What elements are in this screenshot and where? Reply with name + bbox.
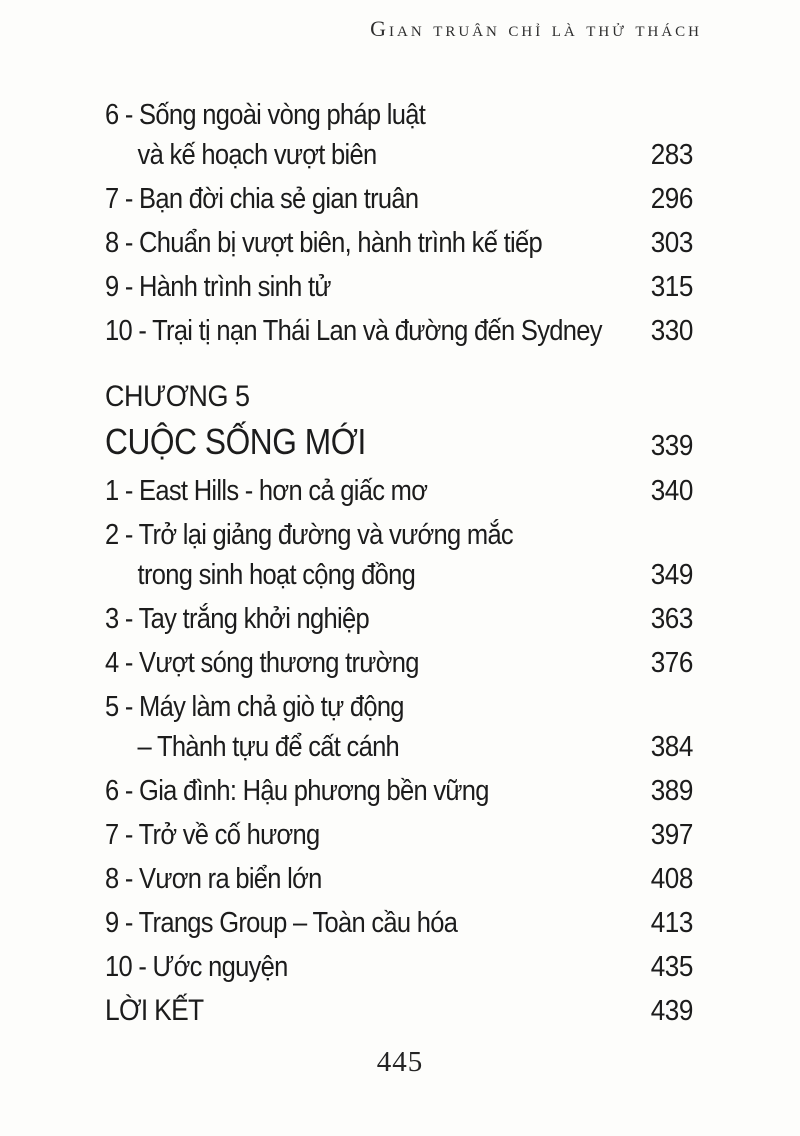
chapter-title: CUỘC SỐNG MỚI: [105, 421, 366, 462]
entry-title: [105, 864, 569, 894]
entry-line: 9 - Trangs Group – Toàn cầu hóa: [105, 907, 458, 939]
entry-page-number: 435: [650, 951, 693, 983]
toc-entry: [105, 520, 693, 590]
entry-title: [105, 820, 569, 850]
toc-entry: [105, 316, 693, 346]
entry-line: 10 - Ước nguyện: [105, 951, 288, 983]
chapter-page-number: 339: [650, 430, 693, 462]
entry-title: [105, 184, 569, 214]
entry-title: [105, 315, 602, 347]
entry-line: 2 - Trở lại giảng đường và vướng mắc: [105, 519, 513, 551]
chapter-heading: [105, 381, 693, 413]
toc-entry-closing: [105, 996, 693, 1026]
entry-page-number: 296: [650, 183, 693, 215]
entry-page-number: 330: [650, 315, 693, 347]
entry-line: 7 - Bạn đời chia sẻ gian truân: [105, 183, 419, 215]
toc-entry: [105, 648, 693, 678]
entry-line: – Thành tựu để cất cánh: [137, 731, 400, 763]
toc-entry: [105, 776, 693, 806]
toc-entry: [105, 100, 693, 170]
entry-line: 3 - Tay trắng khởi nghiệp: [105, 603, 369, 635]
entry-title: [105, 648, 569, 678]
entry-line: trong sinh hoạt cộng đồng: [137, 559, 416, 591]
entry-page-number: 363: [650, 603, 693, 635]
entry-title: [105, 604, 569, 634]
toc-entry: [105, 476, 693, 506]
entry-title: [105, 228, 569, 258]
entry-title: [105, 692, 569, 762]
entry-line: 9 - Hành trình sinh tử: [105, 271, 331, 303]
entry-title: [105, 776, 569, 806]
closing-label: LỜI KẾT: [105, 994, 204, 1027]
entry-title: [105, 476, 569, 506]
toc-entry: [105, 820, 693, 850]
entry-line: 10 - Trại tị nạn Thái Lan và đường đến Sydney: [105, 315, 602, 347]
entry-page-number: 413: [650, 907, 693, 939]
entry-page-number: 408: [650, 863, 693, 895]
entry-title: [105, 100, 569, 170]
toc-entry: [105, 184, 693, 214]
entry-page-number: 389: [650, 775, 693, 807]
entry-line: 8 - Vươn ra biển lớn: [105, 863, 322, 895]
entry-page-number: 303: [650, 227, 693, 259]
entry-page-number: 384: [650, 731, 693, 763]
running-header-title: Gian truân chỉ là thử thách: [370, 16, 702, 41]
entry-line: 7 - Trở về cố hương: [105, 819, 320, 851]
entry-title: [105, 272, 569, 302]
entry-page-number: 340: [650, 475, 693, 507]
toc-entry: [105, 864, 693, 894]
table-of-contents: [105, 100, 693, 1040]
entry-page-number: 397: [650, 819, 693, 851]
entry-page-number: 315: [650, 271, 693, 303]
entry-page-number: 349: [650, 559, 693, 591]
footer-page-number: 445: [376, 1046, 424, 1078]
entry-line: 5 - Máy làm chả giò tự động: [105, 691, 404, 723]
toc-entry: [105, 228, 693, 258]
entry-line: 6 - Sống ngoài vòng pháp luật: [105, 99, 426, 131]
entry-page-number: 439: [650, 995, 693, 1027]
entry-line: 1 - East Hills - hơn cả giấc mơ: [105, 475, 428, 507]
toc-entry: [105, 908, 693, 938]
toc-entry: [105, 692, 693, 762]
chapter-title-row: [105, 423, 693, 461]
entry-line: 4 - Vượt sóng thương trường: [105, 647, 419, 679]
entry-title: [105, 952, 569, 982]
entry-page-number: 283: [650, 139, 693, 171]
entry-title: [105, 908, 569, 938]
entry-line: và kế hoạch vượt biên: [137, 139, 377, 171]
entry-page-number: 376: [650, 647, 693, 679]
entry-line: 8 - Chuẩn bị vượt biên, hành trình kế tiếp: [105, 227, 542, 259]
toc-entry: [105, 272, 693, 302]
toc-entry: [105, 604, 693, 634]
chapter-label: CHƯƠNG 5: [105, 380, 250, 413]
entry-line: 6 - Gia đình: Hậu phương bền vững: [105, 775, 489, 807]
toc-entry: [105, 952, 693, 982]
entry-title: [105, 520, 569, 590]
